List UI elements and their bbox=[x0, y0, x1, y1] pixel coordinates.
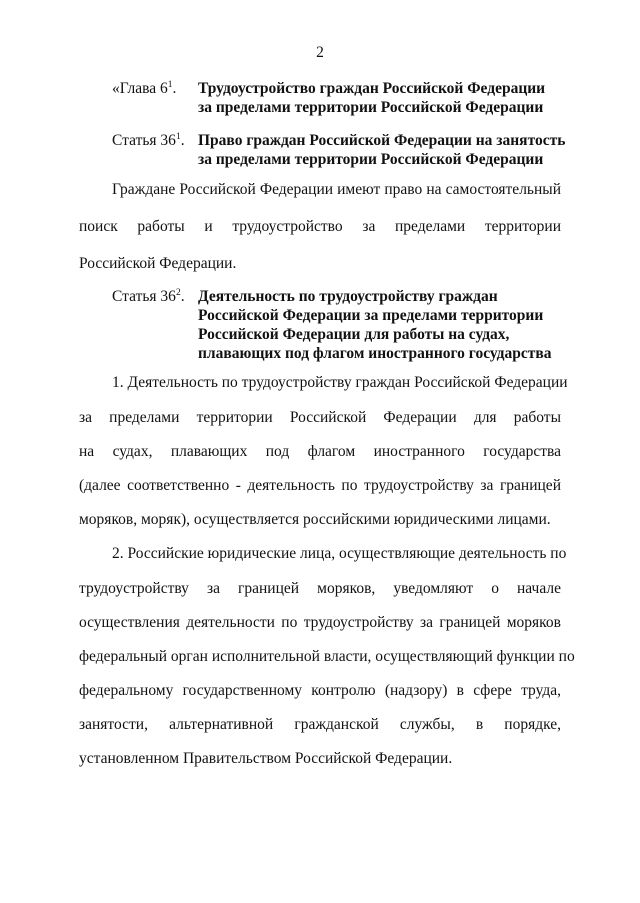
chapter-title-line: Трудоустройство граждан Российской Федерации bbox=[198, 80, 546, 97]
article-title-line: за пределами территории Российской Федерации bbox=[198, 151, 544, 168]
paragraph-line: поиск работы и трудоустройство за пределами территории bbox=[79, 218, 561, 235]
article-title-line: Право граждан Российской Федерации на занятость bbox=[198, 132, 566, 149]
article-title-line: плавающих под флагом иностранного государства bbox=[198, 345, 552, 362]
paragraph-line: за пределами территории Российской Федерации для работы bbox=[79, 409, 561, 426]
article-title-line: Российской Федерации для работы на судах, bbox=[198, 326, 510, 343]
article-title-line: Деятельность по трудоустройству граждан bbox=[198, 288, 498, 305]
paragraph-line: Граждане Российской Федерации имеют право на самостоятельный bbox=[112, 181, 561, 198]
paragraph-line: занятости, альтернативной гражданской службы, в порядке, bbox=[79, 716, 561, 733]
article-label: Статья $36^1$. bbox=[112, 132, 185, 149]
paragraph-line: 1. Деятельность по трудоустройству граждан Российской Федерации bbox=[112, 374, 568, 391]
page-number: 2 bbox=[316, 44, 324, 61]
chapter-label: «Глава $6^1$. bbox=[112, 80, 177, 97]
paragraph-line: (далее соответственно - деятельность по трудоустройству за границей bbox=[79, 477, 561, 494]
paragraph-line: осуществления деятельности по трудоустройству за границей моряков bbox=[79, 614, 561, 631]
paragraph-line: трудоустройству за границей моряков, уведомляют о начале bbox=[79, 580, 561, 597]
article-title-line: Российской Федерации за пределами территории bbox=[198, 307, 544, 324]
paragraph-line: установленном Правительством Российской Федерации. bbox=[79, 750, 453, 767]
paragraph-line: 2. Российские юридические лица, осуществляющие деятельность по bbox=[112, 545, 567, 562]
paragraph-line: на судах, плавающих под флагом иностранного государства bbox=[79, 443, 561, 460]
chapter-title-line: за пределами территории Российской Федерации bbox=[198, 99, 544, 116]
paragraph-line: федеральному государственному контролю (надзору) в сфере труда, bbox=[79, 682, 561, 699]
paragraph-line: моряков, моряк), осуществляется российскими юридическими лицами. bbox=[79, 511, 551, 528]
article-label: Статья $36^2$. bbox=[112, 288, 185, 305]
paragraph-line: Российской Федерации. bbox=[79, 255, 237, 272]
paragraph-line: федеральный орган исполнительной власти, осуществляющий функции по bbox=[79, 648, 575, 665]
